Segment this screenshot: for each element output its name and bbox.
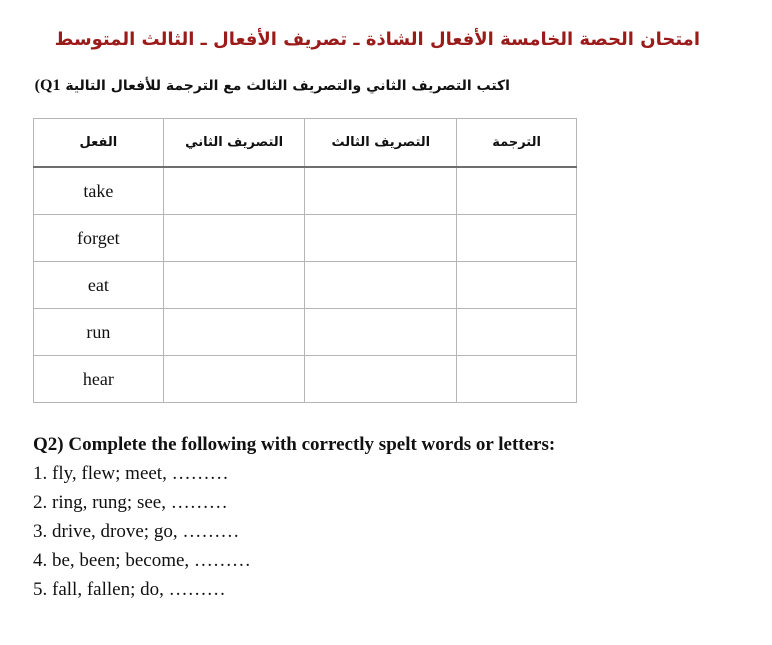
verb-cell: forget bbox=[34, 215, 164, 262]
translation-cell[interactable] bbox=[457, 309, 577, 356]
question-2-items bbox=[33, 459, 251, 604]
third-form-cell[interactable] bbox=[305, 356, 457, 403]
second-form-cell[interactable] bbox=[163, 309, 305, 356]
header-verb: الفعل bbox=[34, 119, 164, 168]
table-row bbox=[34, 215, 577, 262]
list-item: 1. fly, flew; meet, ……… bbox=[33, 463, 229, 484]
table-row bbox=[34, 309, 577, 356]
translation-cell[interactable] bbox=[457, 262, 577, 309]
list-item: 3. drive, drove; go, ……… bbox=[33, 521, 240, 542]
header-second-form: التصريف الثاني bbox=[163, 119, 305, 168]
table-row bbox=[34, 356, 577, 403]
verb-conjugation-table bbox=[33, 118, 577, 403]
second-form-cell[interactable] bbox=[163, 262, 305, 309]
third-form-cell[interactable] bbox=[305, 167, 457, 215]
translation-cell[interactable] bbox=[457, 356, 577, 403]
second-form-cell[interactable] bbox=[163, 167, 305, 215]
verb-cell: take bbox=[34, 167, 164, 215]
verb-cell: eat bbox=[34, 262, 164, 309]
verb-cell: run bbox=[34, 309, 164, 356]
question-2-heading: Q2) Complete the following with correctly spelt words or letters: bbox=[33, 434, 556, 455]
question-1-text: اكتب التصريف الثاني والتصريف الثالث مع الترجمة للأفعال التالية bbox=[65, 78, 510, 94]
translation-cell[interactable] bbox=[457, 167, 577, 215]
third-form-cell[interactable] bbox=[305, 215, 457, 262]
table-row bbox=[34, 167, 577, 215]
exam-title: امتحان الحصة الخامسة الأفعال الشاذة ـ تصريف الأفعال ـ الثالث المتوسط bbox=[54, 29, 700, 50]
header-third-form: التصريف الثالث bbox=[305, 119, 457, 168]
list-item: 5. fall, fallen; do, ……… bbox=[33, 579, 226, 600]
header-translation: الترجمة bbox=[457, 119, 577, 168]
third-form-cell[interactable] bbox=[305, 309, 457, 356]
table-row bbox=[34, 262, 577, 309]
table-header-row bbox=[34, 119, 577, 168]
list-item: 2. ring, rung; see, ……… bbox=[33, 492, 228, 513]
second-form-cell[interactable] bbox=[163, 356, 305, 403]
translation-cell[interactable] bbox=[457, 215, 577, 262]
list-item: 4. be, been; become, ……… bbox=[33, 550, 251, 571]
second-form-cell[interactable] bbox=[163, 215, 305, 262]
question-1-instruction bbox=[30, 74, 510, 98]
third-form-cell[interactable] bbox=[305, 262, 457, 309]
question-1-number: Q1) bbox=[34, 77, 61, 94]
verb-cell: hear bbox=[34, 356, 164, 403]
